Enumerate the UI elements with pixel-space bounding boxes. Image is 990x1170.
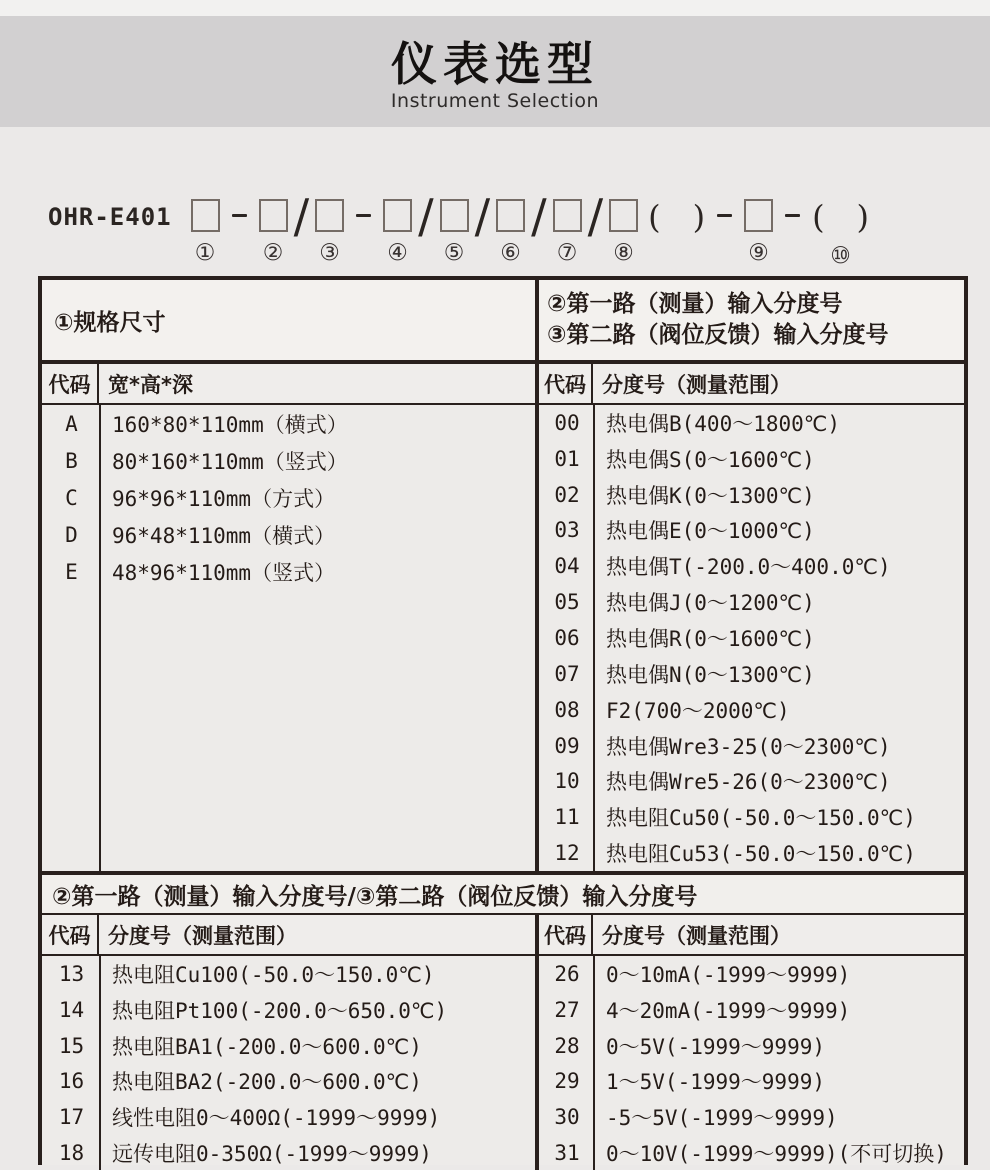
- position-number: ③: [319, 240, 340, 266]
- selection-box: [440, 199, 469, 232]
- selection-box: [553, 199, 582, 232]
- size-code-cell: E: [65, 560, 78, 585]
- code-position-box: [440, 199, 469, 265]
- dash-separator: [785, 214, 800, 217]
- size-spec-cell: 80*160*110mm（竖式）: [112, 449, 348, 474]
- input-range-cell: 热电偶B(400～1800℃): [606, 411, 841, 436]
- section1-left-table: [42, 405, 539, 871]
- table-row: [539, 1099, 964, 1135]
- column-divider: [593, 405, 595, 871]
- model-code-line: [48, 189, 874, 269]
- section2-right-col-desc: 分度号（测量范围）: [602, 923, 791, 948]
- input-code-cell: 04: [554, 554, 580, 579]
- input-range-cell: 0～10V(-1999～9999)(不可切换): [606, 1142, 947, 1167]
- input-range-cell: 0～5V(-1999～9999): [606, 1034, 826, 1059]
- table-row: [539, 1028, 964, 1064]
- position-number: ①: [194, 240, 216, 266]
- table-row: [539, 992, 964, 1028]
- input-range-cell: 热电偶E(0～1000℃): [606, 519, 815, 544]
- code-position-box: [315, 199, 344, 265]
- code-position-box: [496, 199, 525, 265]
- table-row: [539, 513, 964, 549]
- input-code-cell: 30: [554, 1105, 580, 1130]
- table-row: [539, 728, 964, 764]
- input-code-cell: 27: [554, 997, 580, 1022]
- input-range-cell: 远传电阻0-350Ω(-1999～9999): [112, 1142, 432, 1167]
- section1-right-col-desc: 分度号（测量范围）: [602, 372, 791, 397]
- title-band: [0, 16, 990, 127]
- section1-header-row: [42, 280, 964, 364]
- table-row: [42, 992, 535, 1028]
- column-divider: [99, 405, 101, 871]
- table-row: [539, 548, 964, 584]
- input-range-cell: 0～10mA(-1999～9999): [606, 962, 851, 987]
- table-row: [539, 405, 964, 441]
- section1-left-col-code: 代码: [42, 364, 99, 403]
- section2-header-row: ②第一路（测量）输入分度号/③第二路（阀位反馈）输入分度号: [42, 871, 964, 915]
- position-number: ④: [387, 240, 408, 266]
- section2-right-col-code: 代码: [539, 915, 593, 954]
- table-row: [539, 835, 964, 871]
- size-spec-cell: 96*96*110mm（方式）: [112, 486, 336, 511]
- table-row: [539, 763, 964, 799]
- slash-separator: /: [587, 189, 604, 243]
- size-code-cell: D: [65, 523, 78, 548]
- table-row: [539, 956, 964, 992]
- input-range-cell: 热电阻BA2(-200.0～600.0℃): [112, 1070, 422, 1095]
- input-range-cell: F2(700～2000℃): [606, 698, 790, 723]
- input-range-cell: 热电偶N(0～1300℃): [606, 662, 815, 687]
- table-row: [42, 517, 535, 554]
- size-code-cell: A: [65, 411, 78, 436]
- table-row: [42, 554, 535, 591]
- input-range-cell: 热电偶Wre5-26(0～2300℃): [606, 770, 891, 795]
- parentheses: ( ): [648, 198, 706, 236]
- dash-separator: [232, 214, 247, 217]
- input-code-cell: 05: [554, 590, 580, 615]
- code-position-parens: [648, 199, 705, 244]
- size-spec-cell: 160*80*110mm（横式）: [112, 412, 348, 437]
- size-spec-cell: 48*96*110mm（竖式）: [112, 561, 336, 586]
- input-range-cell: 热电偶T(-200.0～400.0℃): [606, 555, 891, 580]
- position-number: ⑤: [443, 240, 465, 266]
- input-code-cell: 15: [58, 1033, 85, 1058]
- input-code-cell: 17: [58, 1105, 85, 1130]
- code-position-box: [609, 199, 638, 265]
- section1-right-table: [539, 405, 964, 871]
- input-code-cell: 26: [554, 961, 580, 986]
- slash-separator: /: [418, 189, 434, 243]
- position-number: ⑦: [556, 240, 578, 266]
- parentheses: ( ): [812, 198, 870, 236]
- input-range-cell: -5～5V(-1999～9999): [606, 1106, 838, 1131]
- code-position-parens: [812, 199, 869, 268]
- column-divider: [593, 956, 595, 1170]
- input-range-cell: 4～20mA(-1999～9999): [606, 998, 851, 1023]
- input-code-cell: 18: [58, 1141, 85, 1166]
- input-code-cell: 29: [554, 1069, 580, 1094]
- table-row: [539, 620, 964, 656]
- code-position-box: [553, 199, 582, 265]
- table-row: [539, 477, 964, 513]
- section1-data: [42, 405, 964, 871]
- section2-subheader-row: [42, 915, 964, 956]
- position-number: ⑥: [500, 240, 521, 266]
- code-position-box: [259, 199, 288, 265]
- table-row: [539, 441, 964, 477]
- table-row: [42, 479, 535, 516]
- input-code-cell: 12: [554, 841, 580, 866]
- input-range-cell: 热电偶K(0～1300℃): [606, 483, 815, 508]
- page-title: 仪表选型: [391, 36, 599, 91]
- selection-box: [609, 199, 638, 232]
- input-range-cell: 热电阻BA1(-200.0～600.0℃): [112, 1034, 422, 1059]
- dash-separator: [356, 214, 371, 217]
- input-range-cell: 热电阻Pt100(-200.0～650.0℃): [112, 998, 448, 1023]
- input-range-cell: 热电阻Cu53(-50.0～150.0℃): [606, 842, 916, 867]
- input-code-cell: 10: [554, 769, 580, 794]
- section1-right-header-line1: ②第一路（测量）输入分度号: [547, 290, 843, 317]
- input-code-cell: 07: [554, 661, 580, 686]
- position-number: ⑩: [830, 243, 851, 269]
- selection-box: [496, 199, 525, 232]
- selection-box: [383, 199, 412, 232]
- position-number: ⑧: [613, 240, 634, 266]
- page-subtitle: Instrument Selection: [390, 90, 600, 113]
- input-range-cell: 热电偶Wre3-25(0～2300℃): [606, 734, 891, 759]
- section1-right-header: [539, 280, 964, 360]
- code-position-box: [744, 199, 773, 265]
- input-range-cell: 热电阻Cu100(-50.0～150.0℃): [112, 962, 435, 987]
- input-code-cell: 14: [58, 997, 85, 1022]
- input-range-cell: 热电偶J(0～1200℃): [606, 591, 815, 616]
- selection-box: [744, 199, 773, 232]
- input-code-cell: 28: [554, 1033, 580, 1058]
- input-code-cell: 11: [554, 805, 580, 830]
- size-spec-cell: 96*48*110mm（横式）: [112, 524, 336, 549]
- code-position-box: [191, 199, 220, 265]
- input-range-cell: 线性电阻0～400Ω(-1999～9999): [112, 1106, 441, 1131]
- dash-separator: [717, 214, 732, 217]
- selection-box: [315, 199, 344, 232]
- table-row: [539, 692, 964, 728]
- table-row: [539, 1064, 964, 1100]
- input-code-cell: 09: [554, 733, 580, 758]
- input-range-cell: 热电偶S(0～1600℃): [606, 447, 815, 472]
- selection-table: [38, 276, 968, 1165]
- input-code-cell: 06: [554, 625, 580, 650]
- size-code-cell: B: [65, 448, 78, 473]
- table-row: [539, 656, 964, 692]
- table-row: [539, 799, 964, 835]
- section2-left-table: [42, 956, 539, 1170]
- selection-box: [259, 199, 288, 232]
- table-row: [42, 1064, 535, 1100]
- input-code-cell: 01: [554, 446, 580, 471]
- column-divider: [99, 956, 101, 1170]
- position-number: ⑨: [748, 240, 769, 266]
- section1-left-col-desc: 宽*高*深: [99, 364, 539, 403]
- section2-right-table: [539, 956, 964, 1170]
- input-code-cell: 00: [554, 410, 580, 435]
- table-row: [539, 584, 964, 620]
- input-range-cell: 热电偶R(0～1600℃): [606, 626, 815, 651]
- table-row: [42, 442, 535, 479]
- slash-separator: /: [474, 189, 491, 243]
- input-code-cell: 02: [554, 482, 580, 507]
- table-row: [42, 1099, 535, 1135]
- slash-separator: /: [293, 189, 310, 243]
- model-prefix: OHR-E401: [48, 203, 172, 231]
- section1-right-col-code: 代码: [539, 364, 593, 403]
- input-range-cell: 热电阻Cu50(-50.0～150.0℃): [606, 806, 916, 831]
- section2-left-col-desc: 分度号（测量范围）: [99, 915, 539, 954]
- table-row: [42, 1028, 535, 1064]
- section1-left-header: ①规格尺寸: [42, 280, 539, 360]
- model-code-tokens: [186, 189, 874, 269]
- table-row: [42, 405, 535, 442]
- input-code-cell: 31: [554, 1141, 580, 1166]
- section1-subheader-row: [42, 364, 964, 405]
- slash-separator: /: [531, 189, 547, 243]
- input-code-cell: 08: [554, 697, 580, 722]
- position-number: ②: [262, 240, 284, 266]
- table-row: [42, 956, 535, 992]
- input-range-cell: 1～5V(-1999～9999): [606, 1070, 826, 1095]
- input-code-cell: 13: [58, 961, 85, 986]
- section1-right-header-line2: ③第二路（阀位反馈）输入分度号: [547, 322, 889, 348]
- input-code-cell: 03: [554, 518, 580, 543]
- top-strip: [0, 0, 990, 16]
- selection-box: [191, 199, 220, 232]
- code-position-box: [383, 199, 412, 265]
- section2-data: [42, 956, 964, 1170]
- section2-left-col-code: 代码: [42, 915, 99, 954]
- size-code-cell: C: [65, 485, 78, 510]
- input-code-cell: 16: [58, 1069, 85, 1094]
